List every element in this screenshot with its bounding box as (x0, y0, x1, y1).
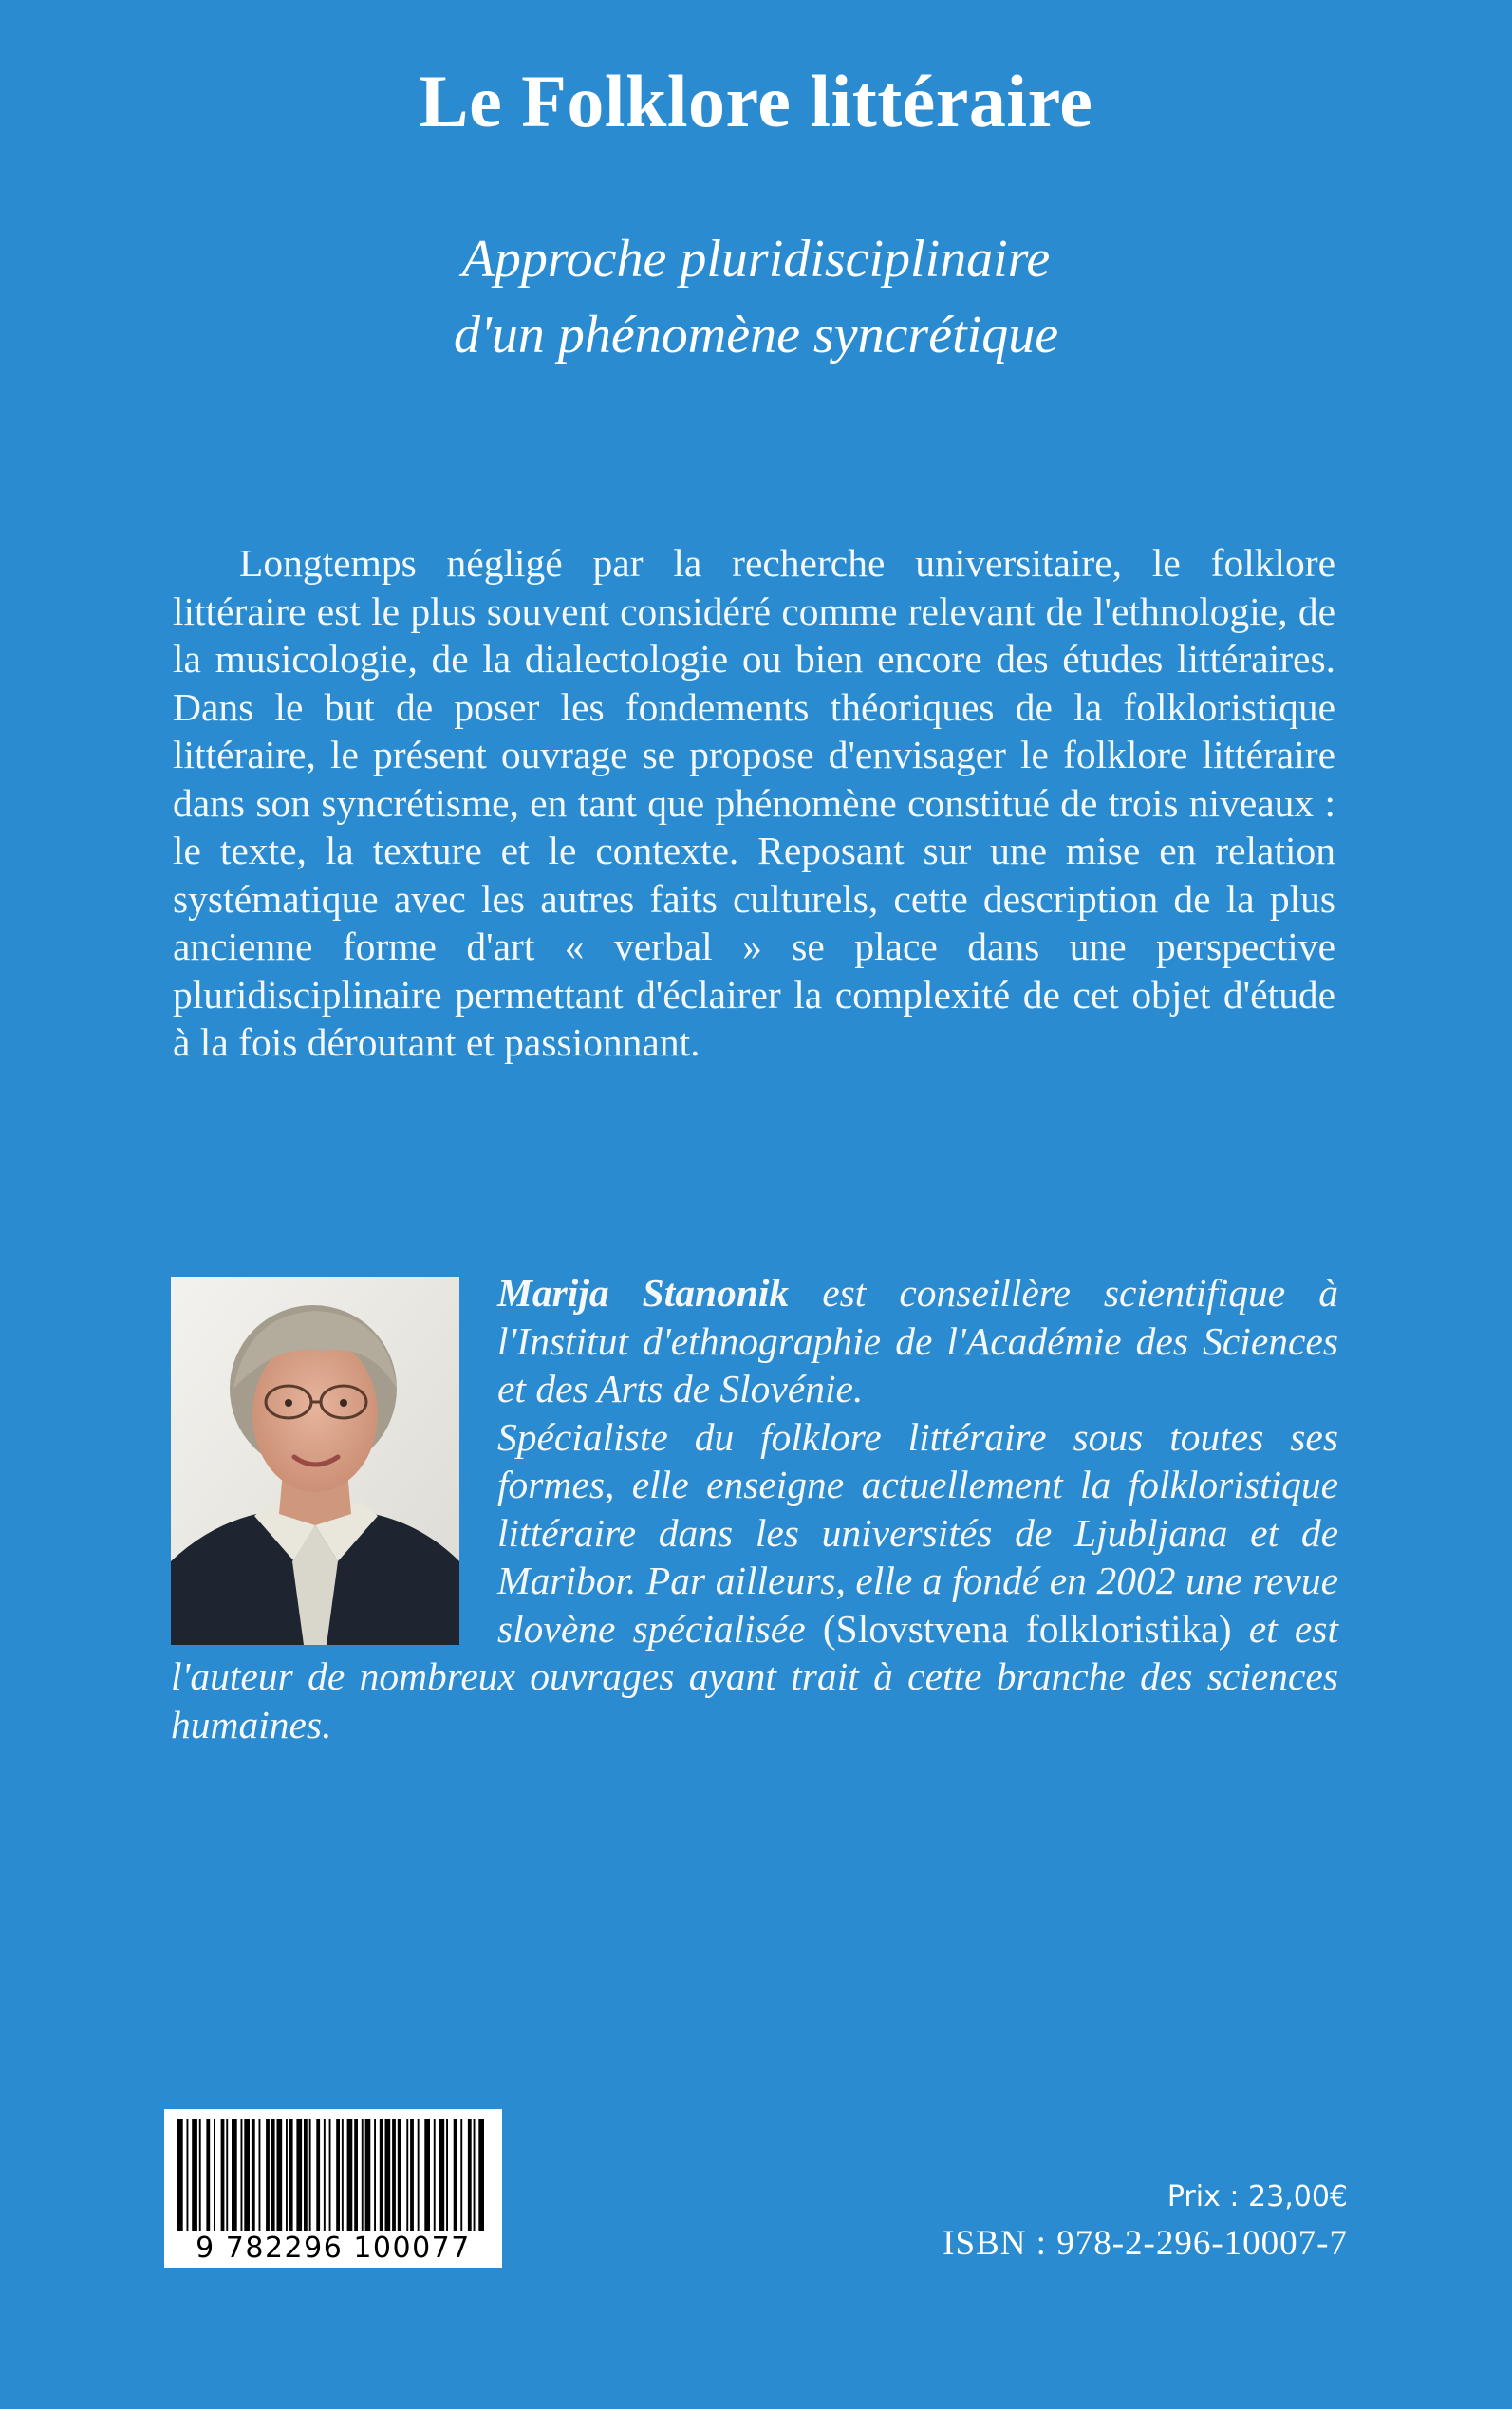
author-name: Marija Stanonik (497, 1271, 790, 1315)
barcode-bar (478, 2119, 484, 2231)
barcode-bar (418, 2119, 420, 2231)
barcode-bars (176, 2119, 491, 2231)
book-title: Le Folklore littéraire (419, 60, 1093, 142)
barcode-bar (460, 2119, 462, 2231)
barcode-bar (446, 2119, 448, 2231)
isbn: ISBN : 978-2-296-10007-7 (943, 2224, 1348, 2263)
barcode-bar (434, 2119, 436, 2231)
barcode-bar (398, 2119, 401, 2231)
barcode-bar (214, 2119, 215, 2231)
barcode-bar (232, 2119, 237, 2231)
barcode-bar (252, 2119, 255, 2231)
barcode-bar (468, 2119, 472, 2231)
barcode-bar (336, 2119, 340, 2231)
subtitle-line-1: Approche pluridisciplinaire (461, 230, 1051, 289)
subtitle-line-2: d'un phénomène syncrétique (453, 306, 1059, 364)
barcode-bar (289, 2119, 293, 2231)
author-bio-text-1: est conseillère scientifique à l'Institut d'ethnographie de l'Académie des Sciences et des Arts de Slovénie. (497, 1271, 1338, 1410)
barcode-bar (241, 2119, 243, 2231)
barcode-bar (329, 2119, 331, 2231)
barcode (164, 2109, 502, 2268)
barcode-bar (424, 2119, 430, 2231)
barcode-bar (324, 2119, 326, 2231)
journal-name: (Slovstvena folkloristika) (822, 1606, 1232, 1651)
barcode-bar (362, 2119, 364, 2231)
author-bio-text-3: et est l'auteur de nombreux ouvrages ayant trait à cette branche des sciences humaines. (171, 1606, 1338, 1746)
barcode-bar (410, 2119, 414, 2231)
barcode-bar (342, 2119, 344, 2231)
barcode-bar (206, 2119, 210, 2231)
barcode-bar (439, 2119, 445, 2231)
barcode-bar (199, 2119, 201, 2231)
barcode-bar (347, 2119, 353, 2231)
barcode-bar (392, 2119, 396, 2231)
barcode-bar (365, 2119, 371, 2231)
author-bio-text-2: Spécialiste du folklore littéraire sous toutes ses formes, elle enseigne actuellement la folkloristique littéraire dans les universités de Ljubljana et de Maribor. Par ailleurs, elle a fondé en 2002 une revue slovène spécialisée (497, 1414, 1338, 1651)
barcode-bar (374, 2119, 376, 2231)
barcode-bar (244, 2119, 250, 2231)
barcode-bar (187, 2119, 189, 2231)
barcode-bar (304, 2119, 308, 2231)
barcode-bar (454, 2119, 457, 2231)
price: Prix : 23,00€ (1167, 2180, 1348, 2213)
barcode-bar (474, 2119, 476, 2231)
barcode-bar (177, 2119, 183, 2231)
barcode-bar (221, 2119, 225, 2231)
barcode-bar (286, 2119, 288, 2231)
summary-paragraph: Longtemps négligé par la recherche universitaire, le folklore littéraire est le plus souvent considéré comme relevant de l'ethnologie, de la musicologie, de la dialectologie ou bien encore des études littéraires. Dans le but de poser les fondements théoriques de la folkloristique littéraire, le présent ouvrage se propose d'envisager le folklore littéraire dans son syncrétisme, en tant que phénomène constitué de trois niveaux : le texte, la texture et le contexte. Reposant sur une mise en relation systématique avec les autres faits culturels, cette description de la plus ancienne forme d'art « verbal » se place dans une perspective pluridisciplinaire permettant d'éclairer la complexité de cet objet d'étude à la fois déroutant et passionnant. (173, 541, 1335, 1064)
barcode-bar (309, 2119, 311, 2231)
author-bio (171, 1269, 1338, 1748)
barcode-bar (316, 2119, 320, 2231)
barcode-bar (296, 2119, 302, 2231)
barcode-bar (380, 2119, 383, 2231)
barcode-bar (385, 2119, 391, 2231)
barcode-bar (354, 2119, 358, 2231)
book-subtitle (0, 221, 1512, 373)
barcode-bar (277, 2119, 283, 2231)
barcode-bar (192, 2119, 197, 2231)
barcode-digits: 9 782296 100077 (196, 2232, 471, 2265)
barcode-bar (406, 2119, 408, 2231)
barcode-bar (226, 2119, 228, 2231)
barcode-bar (266, 2119, 270, 2231)
barcode-bar (271, 2119, 275, 2231)
barcode-bar (259, 2119, 261, 2231)
photo-spacer (171, 1269, 497, 1653)
